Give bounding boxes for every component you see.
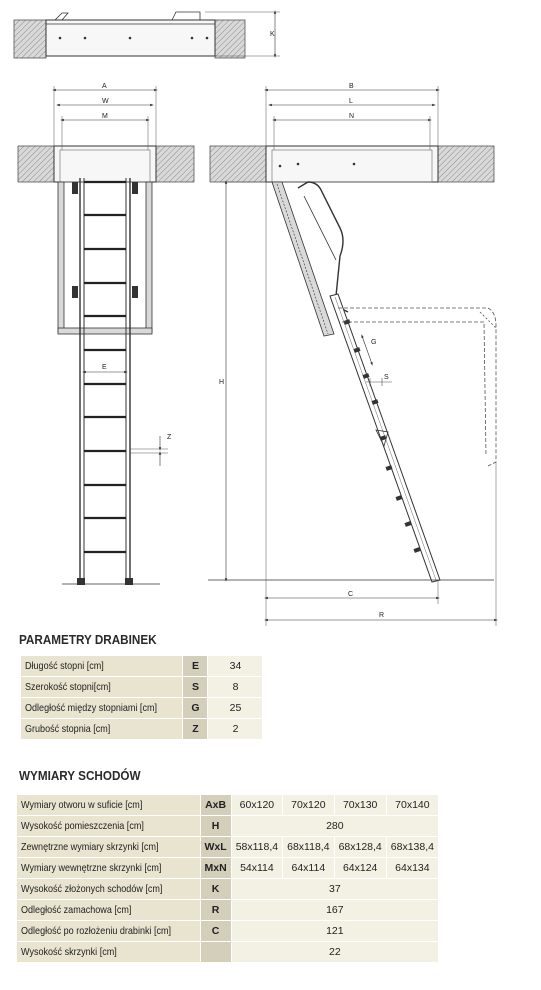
row-label: Wysokość złożonych schodów [cm]	[21, 883, 163, 895]
table-row	[21, 677, 262, 697]
row-value: 70x140	[387, 795, 438, 815]
row-label: Wysokość pomieszczenia [cm]	[21, 820, 144, 832]
front-view	[18, 83, 194, 585]
row-code: K	[201, 879, 231, 899]
row-code: AxB	[201, 795, 231, 815]
ladder-params-title: PARAMETRY DRABINEK	[19, 632, 157, 647]
dim-S: S	[384, 374, 389, 381]
dim-N: N	[349, 113, 355, 120]
row-code: G	[183, 698, 207, 718]
table-row	[17, 879, 438, 899]
dim-C: C	[348, 591, 354, 598]
dim-K: K	[270, 31, 275, 38]
row-value: 8	[208, 677, 262, 697]
table-row	[17, 858, 438, 878]
table-row	[17, 837, 438, 857]
row-value: 22	[232, 942, 438, 962]
row-label: Wymiary wewnętrzne skrzynki [cm]	[21, 862, 162, 874]
row-value: 68x138,4	[387, 837, 438, 857]
row-code: R	[201, 900, 231, 920]
table-row	[17, 942, 438, 962]
dim-M: M	[102, 113, 108, 120]
row-value: 68x118,4	[283, 837, 333, 857]
table-row	[17, 816, 438, 836]
dim-H: H	[219, 379, 225, 386]
dim-Z: Z	[167, 434, 172, 441]
top-view-folded-box	[14, 12, 280, 58]
row-code: Z	[183, 719, 207, 739]
row-value: 2	[208, 719, 262, 739]
stairs-dims-table	[16, 794, 439, 963]
table-row	[21, 656, 262, 676]
table-row	[17, 795, 438, 815]
row-code: H	[201, 816, 231, 836]
dim-G: G	[371, 339, 377, 346]
row-label: Długość stopni [cm]	[25, 660, 104, 672]
dim-W: W	[102, 98, 109, 105]
row-label: Szerokość stopni[cm]	[25, 681, 111, 693]
row-value: 58x118,4	[232, 837, 282, 857]
side-view	[208, 83, 496, 626]
row-label: Wysokość skrzynki [cm]	[21, 946, 117, 958]
row-value: 70x130	[335, 795, 386, 815]
row-label: Grubość stopnia [cm]	[25, 723, 111, 735]
row-code	[201, 942, 231, 962]
row-value: 25	[208, 698, 262, 718]
row-value: 37	[232, 879, 438, 899]
row-value: 70x120	[283, 795, 333, 815]
table-row	[17, 921, 438, 941]
row-value: 60x120	[232, 795, 282, 815]
row-value: 34	[208, 656, 262, 676]
row-value: 64x134	[387, 858, 438, 878]
row-code: WxL	[201, 837, 231, 857]
dim-E: E	[102, 364, 107, 371]
row-value: 64x114	[283, 858, 333, 878]
row-value: 121	[232, 921, 438, 941]
row-code: E	[183, 656, 207, 676]
table-row	[21, 698, 262, 718]
row-label: Wymiary otworu w suficie [cm]	[21, 799, 143, 811]
row-code: C	[201, 921, 231, 941]
row-label: Odległość po rozłożeniu drabinki [cm]	[21, 925, 172, 937]
row-value: 68x128,4	[335, 837, 386, 857]
row-value: 64x124	[335, 858, 386, 878]
row-label: Zewnętrzne wymiary skrzynki [cm]	[21, 841, 159, 853]
ladder-params-table	[20, 655, 263, 740]
row-code: S	[183, 677, 207, 697]
row-value: 167	[232, 900, 438, 920]
row-label: Odległość zamachowa [cm]	[21, 904, 132, 916]
table-row	[17, 900, 438, 920]
dim-A: A	[102, 83, 107, 90]
dim-R: R	[379, 612, 385, 619]
dim-L: L	[349, 98, 353, 105]
row-label: Odległość między stopniami [cm]	[25, 702, 157, 714]
dim-B: B	[349, 83, 354, 90]
row-value: 54x114	[232, 858, 282, 878]
stairs-dims-title: WYMIARY SCHODÓW	[19, 768, 141, 783]
table-row	[21, 719, 262, 739]
row-code: MxN	[201, 858, 231, 878]
row-value: 280	[232, 816, 438, 836]
